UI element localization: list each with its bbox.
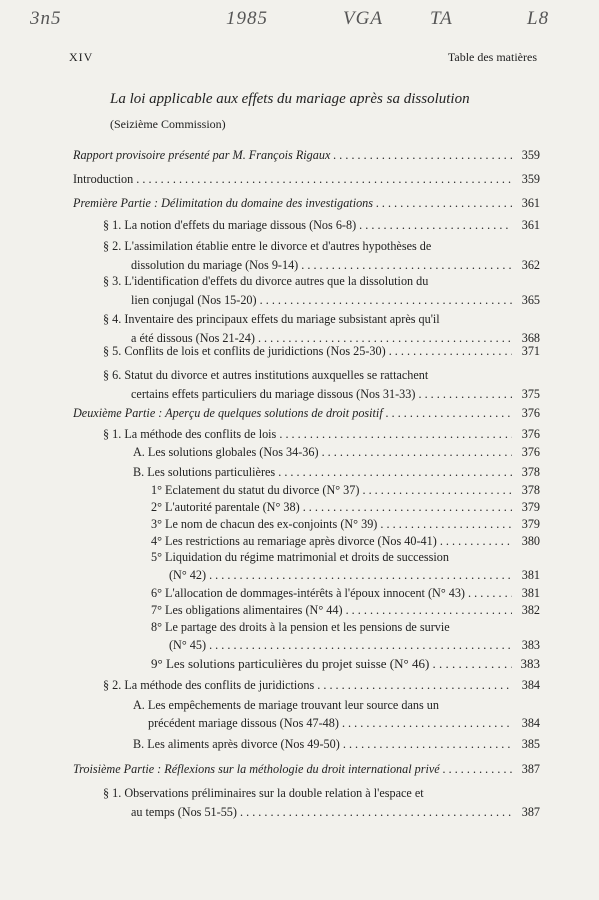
toc-entry: certains effets particuliers du mariage dissous (Nos 31-33) . . . 375 xyxy=(103,385,540,404)
section-title: La loi applicable aux effets du mariage après sa dissolution xyxy=(110,91,470,107)
toc-entry: § 2. La méthode des conflits de juridictions . . . 384 xyxy=(103,676,540,695)
toc-entry: Rapport provisoire présenté par M. François Rigaux . . . 359 xyxy=(73,146,540,165)
running-title: Table des matières xyxy=(447,50,537,64)
toc-entry: 9° Les solutions particulières du projet suisse (N° 46) . . . 383 xyxy=(151,654,540,673)
toc-entry: 7° Les obligations alimentaires (N° 44) . . . 382 xyxy=(151,601,540,620)
toc-entry: 3° Le nom de chacun des ex-conjoints (N° 39) . . . 379 xyxy=(151,515,540,534)
toc-entry: A. Les solutions globales (Nos 34-36) . . . 376 xyxy=(133,443,540,462)
toc-entry: lien conjugal (Nos 15-20) . . . 365 xyxy=(103,291,540,310)
toc-entry: Deuxième Partie : Aperçu de quelques solutions de droit positif . . . 376 xyxy=(73,404,540,423)
handwritten-note-3: VGA xyxy=(343,8,383,29)
toc-entry: dissolution du mariage (Nos 9-14) . . . 362 xyxy=(103,256,540,275)
toc-entry: B. Les solutions particulières . . . 378 xyxy=(133,463,540,482)
toc-entry: § 1. La notion d'effets du mariage dissous (Nos 6-8) . . . 361 xyxy=(103,216,540,235)
toc-entry: au temps (Nos 51-55) . . . 387 xyxy=(103,803,540,822)
toc-entry: 8° Le partage des droits à la pension et les pensions de survie xyxy=(151,620,450,634)
toc-entry: § 6. Statut du divorce et autres institutions auxquelles se rattachent xyxy=(103,368,429,382)
toc-entry: 5° Liquidation du régime matrimonial et droits de succession xyxy=(151,550,449,564)
handwritten-note-2: 1985 xyxy=(226,8,268,29)
toc-entry: § 4. Inventaire des principaux effets du mariage subsistant après qu'il xyxy=(103,312,440,326)
page-number: XIV xyxy=(69,50,94,64)
toc-entry: 2° L'autorité parentale (N° 38) . . . 379 xyxy=(151,498,540,517)
toc-entry: Introduction . . . 359 xyxy=(73,170,540,189)
toc-entry: B. Les aliments après divorce (Nos 49-50) . . . 385 xyxy=(133,735,540,754)
toc-entry: (N° 45) . . . 383 xyxy=(151,636,540,655)
toc-entry: Troisième Partie : Réflexions sur la méthologie du droit international privé . . . 387 xyxy=(73,760,540,779)
handwritten-note-5: L8 xyxy=(527,8,550,29)
toc-entry: § 5. Conflits de lois et conflits de juridictions (Nos 25-30) . . . 371 xyxy=(103,342,540,361)
section-subtitle: (Seizième Commission) xyxy=(110,117,226,131)
toc-entry: § 1. La méthode des conflits de lois . . . 376 xyxy=(103,425,540,444)
toc-entry: (N° 42) . . . 381 xyxy=(151,566,540,585)
toc-entry: § 2. L'assimilation établie entre le divorce et d'autres hypothèses de xyxy=(103,239,432,253)
toc-entry: 4° Les restrictions au remariage après divorce (Nos 40-41) . . . 380 xyxy=(151,532,540,551)
toc-entry: 1° Eclatement du statut du divorce (N° 37) . . . 378 xyxy=(151,481,540,500)
toc-entry: § 1. Observations préliminaires sur la double relation à l'espace et xyxy=(103,786,424,800)
toc-entry: 6° L'allocation de dommages-intérêts à l'époux innocent (N° 43) . . . 381 xyxy=(151,584,540,603)
toc-entry: précédent mariage dissous (Nos 47-48) . . . 384 xyxy=(133,714,540,733)
handwritten-note-1: 3n5 xyxy=(30,8,62,29)
handwritten-note-4: TA xyxy=(430,8,453,29)
toc-entry: a été dissous (Nos 21-24) . . . 368 xyxy=(103,329,540,348)
toc-entry: Première Partie : Délimitation du domaine des investigations . . . 361 xyxy=(73,194,540,213)
toc-entry: A. Les empêchements de mariage trouvant leur source dans un xyxy=(133,698,439,712)
toc-entry: § 3. L'identification d'effets du divorce autres que la dissolution du xyxy=(103,274,429,288)
